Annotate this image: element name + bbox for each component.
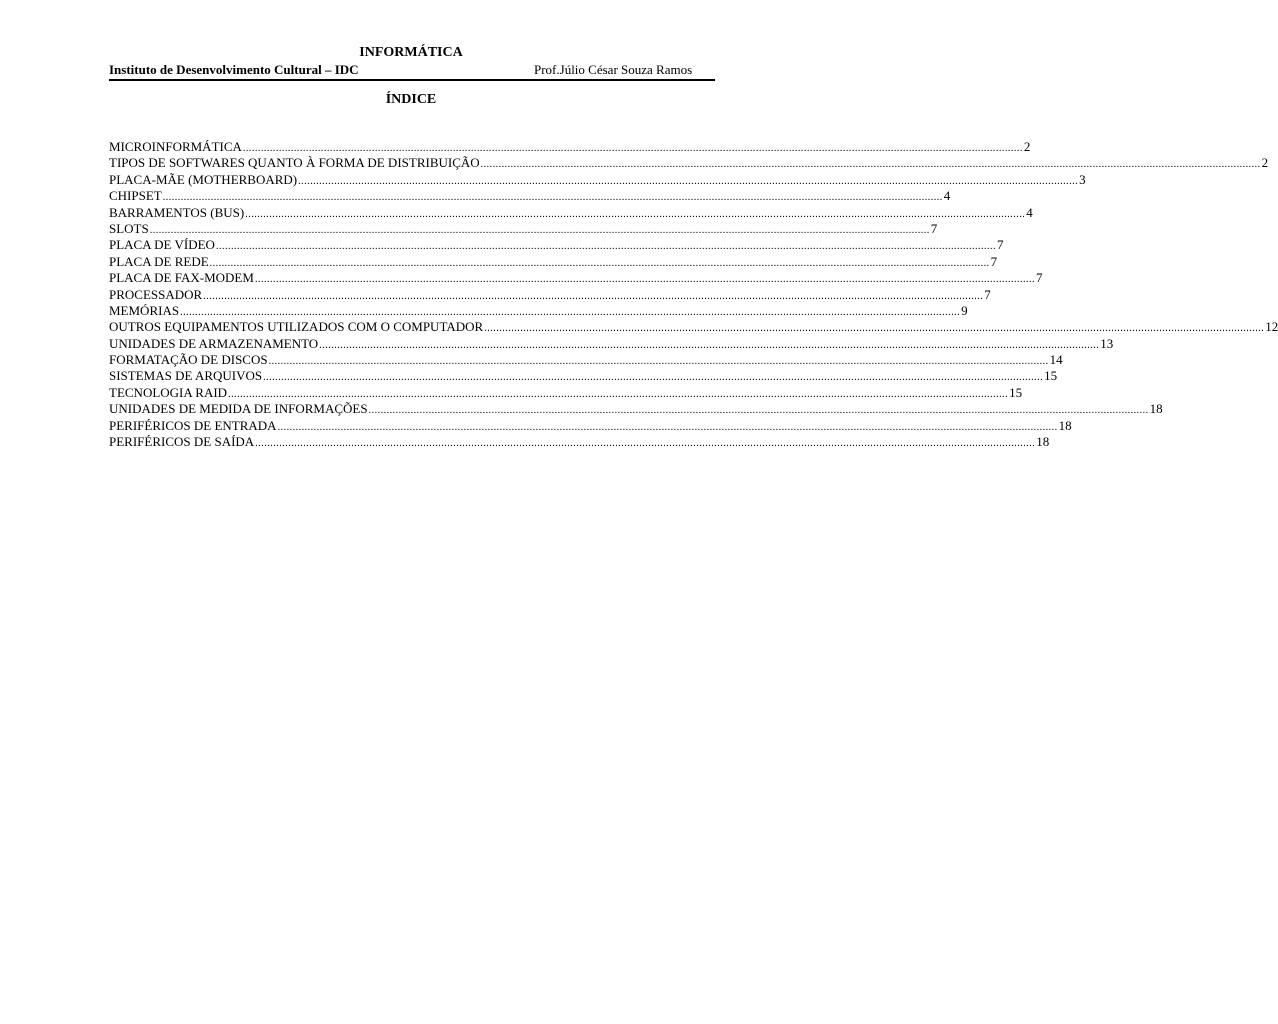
toc-entry[interactable] <box>109 286 991 303</box>
toc-entry-page-number: 15 <box>1044 368 1058 384</box>
toc-entry[interactable] <box>109 171 1086 188</box>
toc-entry[interactable] <box>109 417 1072 434</box>
toc-entry-page-number: 13 <box>1100 335 1114 351</box>
document-title: INFORMÁTICA <box>359 45 463 60</box>
toc-entry[interactable] <box>109 237 1004 253</box>
institution-name: Instituto de Desenvolvimento Cultural – IDC <box>109 62 359 77</box>
dot-leader: .................................................................................................................................................................................................................................................................... <box>203 290 984 302</box>
toc-entry-page-number: 7 <box>1035 270 1043 286</box>
dot-leader: .................................................................................................................................................................................................................................................................... <box>368 405 1149 417</box>
toc-entry-label: UNIDADES DE ARMAZENAMENTO <box>109 335 319 351</box>
dot-leader: .................................................................................................................................................................................................................................................................... <box>149 224 930 236</box>
dot-leader: .................................................................................................................................................................................................................................................................... <box>255 438 1036 450</box>
dot-leader: .................................................................................................................................................................................................................................................................... <box>215 241 996 253</box>
toc-entry-page-number: 7 <box>930 220 938 236</box>
toc-entry-page-number: 3 <box>1079 171 1086 187</box>
toc-entry[interactable] <box>109 335 1114 352</box>
toc-entry-page-number: 4 <box>943 188 951 204</box>
toc-entry-page-number: 18 <box>1036 434 1050 450</box>
dot-leader: .................................................................................................................................................................................................................................................................... <box>268 356 1049 368</box>
toc-entry-label: PLACA DE REDE <box>109 253 209 269</box>
toc-entry-label: SISTEMAS DE ARQUIVOS <box>109 368 263 384</box>
dot-leader: .................................................................................................................................................................................................................................................................... <box>162 192 943 204</box>
dot-leader: .................................................................................................................................................................................................................................................................... <box>298 175 1079 187</box>
toc-entry-page-number: 18 <box>1058 417 1072 433</box>
toc-entry-label: PERIFÉRICOS DE SAÍDA <box>109 434 255 450</box>
toc-entry[interactable] <box>109 368 1058 384</box>
toc-entry-label: PLACA-MÃE (MOTHERBOARD) <box>109 171 298 187</box>
dot-leader: .................................................................................................................................................................................................................................................................... <box>245 208 1026 220</box>
toc-entry-label: PERIFÉRICOS DE ENTRADA <box>109 417 277 433</box>
toc-entry[interactable] <box>109 188 951 204</box>
dot-leader: .................................................................................................................................................................................................................................................................... <box>254 274 1035 286</box>
toc-entry[interactable] <box>109 384 1023 401</box>
toc-entry-label: BARRAMENTOS (BUS) <box>109 204 245 220</box>
toc-entry-page-number: 4 <box>1026 204 1033 220</box>
toc-entry[interactable] <box>109 139 1031 155</box>
dot-leader: .................................................................................................................................................................................................................................................................... <box>480 159 1261 171</box>
running-header <box>109 61 715 79</box>
toc-entry-page-number: 18 <box>1149 401 1163 417</box>
dot-leader: .................................................................................................................................................................................................................................................................... <box>228 388 1009 400</box>
toc-entry[interactable] <box>109 401 1163 417</box>
toc-entry[interactable] <box>109 253 998 270</box>
dot-leader: .................................................................................................................................................................................................................................................................... <box>242 143 1023 154</box>
toc-entry-page-number: 7 <box>984 286 991 302</box>
toc-entry-page-number: 2 <box>1261 155 1269 171</box>
toc-entry-label: UNIDADES DE MEDIDA DE INFORMAÇÕES <box>109 401 368 417</box>
toc-entry-label: OUTROS EQUIPAMENTOS UTILIZADOS COM O COMPUTADOR <box>109 319 484 335</box>
toc-entry-page-number: 15 <box>1009 384 1023 400</box>
toc-entry-label: MEMÓRIAS <box>109 302 180 318</box>
toc-entry-label: FORMATAÇÃO DE DISCOS <box>109 352 268 368</box>
toc-entry-label: CHIPSET <box>109 188 162 204</box>
toc-entry[interactable] <box>109 352 1063 368</box>
toc-entry[interactable] <box>109 204 1033 221</box>
toc-entry[interactable] <box>109 302 968 319</box>
toc-entry-label: SLOTS <box>109 220 149 236</box>
toc-entry-page-number: 2 <box>1023 139 1031 154</box>
dot-leader: .................................................................................................................................................................................................................................................................... <box>319 339 1100 351</box>
toc-heading: ÍNDICE <box>385 92 437 107</box>
dot-leader: .................................................................................................................................................................................................................................................................... <box>180 306 961 318</box>
toc-entry-label: MICROINFORMÁTICA <box>109 139 242 154</box>
toc-entry-page-number: 7 <box>990 253 998 269</box>
dot-leader: .................................................................................................................................................................................................................................................................... <box>263 372 1044 384</box>
toc-entry[interactable] <box>109 319 1278 335</box>
toc-entry-page-number: 14 <box>1049 352 1063 368</box>
toc-entry[interactable] <box>109 434 1050 450</box>
author-name: Prof.Júlio César Souza Ramos <box>534 62 693 77</box>
toc-entry[interactable] <box>109 220 938 237</box>
toc-entry-label: PROCESSADOR <box>109 286 203 302</box>
dot-leader: .................................................................................................................................................................................................................................................................... <box>209 257 990 269</box>
toc-entry-page-number: 12 <box>1265 319 1278 335</box>
dot-leader: .................................................................................................................................................................................................................................................................... <box>277 421 1058 433</box>
toc-entry-page-number: 7 <box>996 237 1004 253</box>
table-of-contents <box>109 139 1278 450</box>
toc-entry-label: PLACA DE FAX-MODEM <box>109 270 254 286</box>
toc-entry-label: TECNOLOGIA RAID <box>109 384 228 400</box>
dot-leader: .................................................................................................................................................................................................................................................................... <box>484 323 1265 335</box>
toc-entry-page-number: 9 <box>961 302 968 318</box>
toc-entry-label: TIPOS DE SOFTWARES QUANTO À FORMA DE DISTRIBUIÇÃO <box>109 155 480 171</box>
toc-entry[interactable] <box>109 155 1269 171</box>
toc-entry[interactable] <box>109 270 1043 286</box>
toc-entry-label: PLACA DE VÍDEO <box>109 237 215 253</box>
header-divider <box>109 79 715 81</box>
